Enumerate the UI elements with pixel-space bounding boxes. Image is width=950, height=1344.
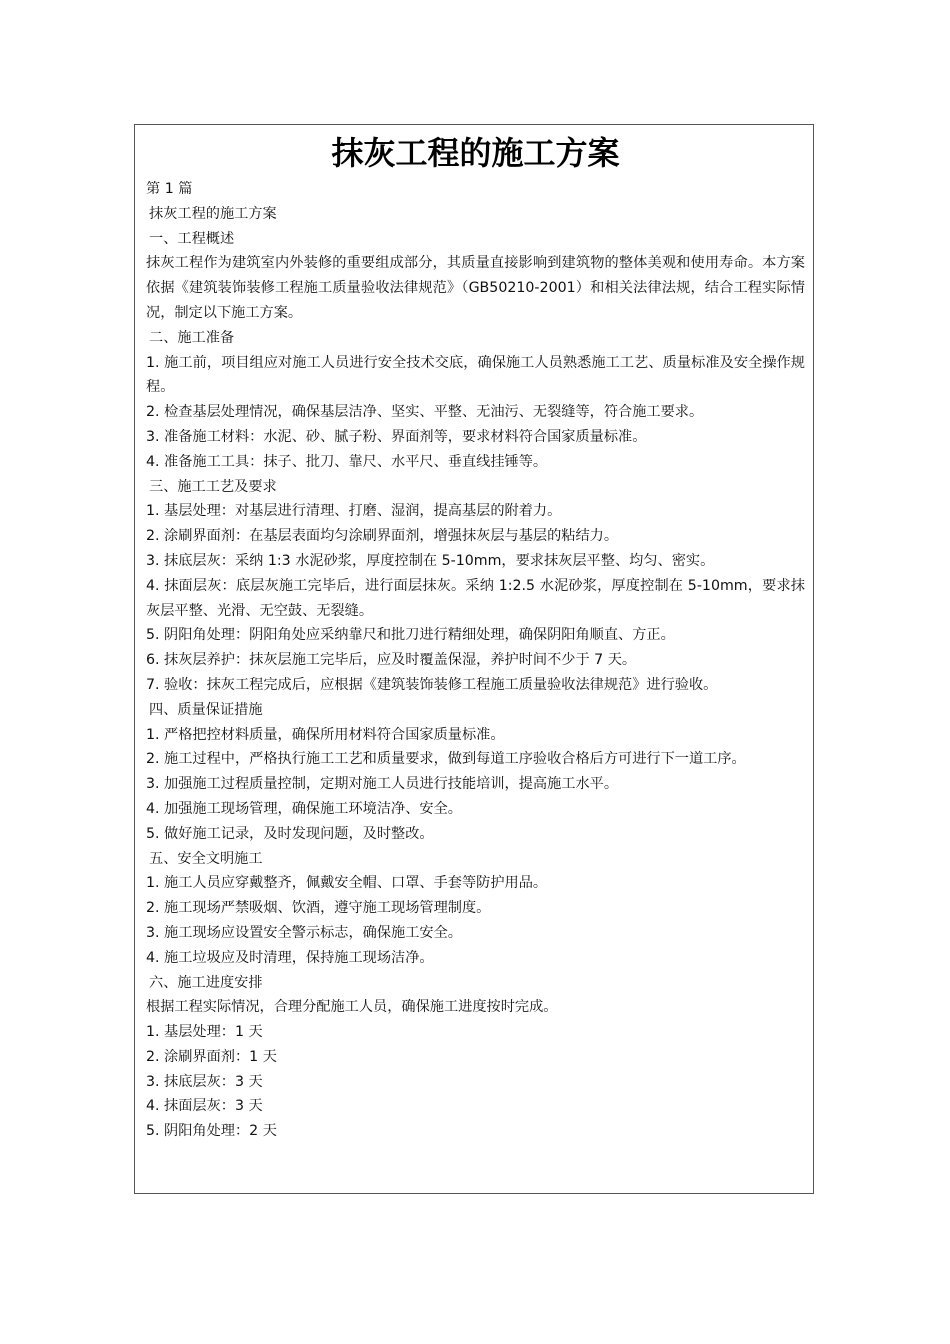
list-item: 3. 施工现场应设置安全警示标志，确保施工安全。 (146, 924, 462, 941)
list-item: 5. 做好施工记录，及时发现问题，及时整改。 (146, 825, 434, 842)
list-item: 2. 施工现场严禁吸烟、饮酒，遵守施工现场管理制度。 (146, 900, 491, 917)
section-heading: 二、施工准备 (149, 329, 235, 346)
list-item: 3. 准备施工材料：水泥、砂、腻子粉、界面剂等，要求材料符合国家质量标准。 (146, 428, 647, 445)
list-item: 5. 阴阳角处理：2 天 (146, 1123, 277, 1140)
list-item: 2. 施工过程中，严格执行施工工艺和质量要求，做到每道工序验收合格后方可进行下一道工序。 (146, 751, 746, 768)
section-heading: 四、质量保证措施 (149, 701, 263, 718)
list-item: 4. 抹面层灰：3 天 (146, 1098, 263, 1115)
list-item: 6. 抹灰层养护：抹灰层施工完毕后，应及时覆盖保湿，养护时间不少于 7 天。 (146, 652, 637, 669)
list-item: 2. 检查基层处理情况，确保基层洁净、坚实、平整、无油污、无裂缝等，符合施工要求。 (146, 404, 704, 421)
list-item: 2. 涂刷界面剂：在基层表面均匀涂刷界面剂，增强抹灰层与基层的粘结力。 (146, 528, 619, 545)
paragraph: 根据工程实际情况，合理分配施工人员，确保施工进度按时完成。 (146, 999, 558, 1016)
list-item: 4. 加强施工现场管理，确保施工环境洁净、安全。 (146, 800, 462, 817)
list-item: 3. 加强施工过程质量控制，定期对施工人员进行技能培训，提高施工水平。 (146, 776, 619, 793)
list-item: 4. 准备施工工具：抹子、批刀、靠尺、水平尺、垂直线挂锤等。 (146, 453, 548, 470)
list-item: 3. 抹底层灰：3 天 (146, 1073, 263, 1090)
list-item: 7. 验收：抹灰工程完成后，应根据《建筑装饰装修工程施工质量验收法律规范》进行验收。 (146, 676, 718, 693)
section-heading: 六、施工进度安排 (149, 974, 263, 991)
list-item: 1. 施工人员应穿戴整齐，佩戴安全帽、口罩、手套等防护用品。 (146, 875, 548, 892)
paragraph: 抹灰工程作为建筑室内外装修的重要组成部分，其质量直接影响到建筑物的整体美观和使用寿命。本方案依据《建筑装饰装修工程施工质量验收法律规范》（GB50210-2001）和相关法律法规，结合工程实际情况，制定以下施工方案。 (146, 255, 805, 321)
list-item: 4. 施工垃圾应及时清理，保持施工现场洁净。 (146, 949, 434, 966)
list-item: 1. 施工前，项目组应对施工人员进行安全技术交底，确保施工人员熟悉施工工艺、质量标准及安全操作规程。 (146, 354, 805, 396)
list-item: 1. 严格把控材料质量，确保所用材料符合国家质量标准。 (146, 726, 505, 743)
section-heading: 三、施工工艺及要求 (149, 478, 277, 495)
section-heading-part: 第 1 篇 (146, 181, 193, 197)
list-item: 5. 阴阳角处理：阴阳角处应采纳靠尺和批刀进行精细处理，确保阴阳角顺直、方正。 (146, 627, 675, 644)
list-item: 1. 基层处理：对基层进行清理、打磨、湿润，提高基层的附着力。 (146, 503, 562, 520)
document-frame (134, 124, 814, 1194)
document-title: 抹灰工程的施工方案 (331, 134, 620, 172)
document-body (146, 177, 805, 1144)
section-heading: 五、安全文明施工 (149, 850, 263, 867)
list-item: 2. 涂刷界面剂：1 天 (146, 1048, 277, 1065)
section-heading: 一、工程概述 (149, 230, 235, 247)
list-item: 3. 抹底层灰：采纳 1:3 水泥砂浆，厚度控制在 5-10mm，要求抹灰层平整、均匀、密实。 (146, 552, 715, 569)
document-subtitle: 抹灰工程的施工方案 (149, 205, 277, 222)
list-item: 4. 抹面层灰：底层灰施工完毕后，进行面层抹灰。采纳 1:2.5 水泥砂浆，厚度控制在 5-10mm，要求抹灰层平整、光滑、无空鼓、无裂缝。 (146, 577, 805, 619)
list-item: 1. 基层处理：1 天 (146, 1024, 263, 1041)
